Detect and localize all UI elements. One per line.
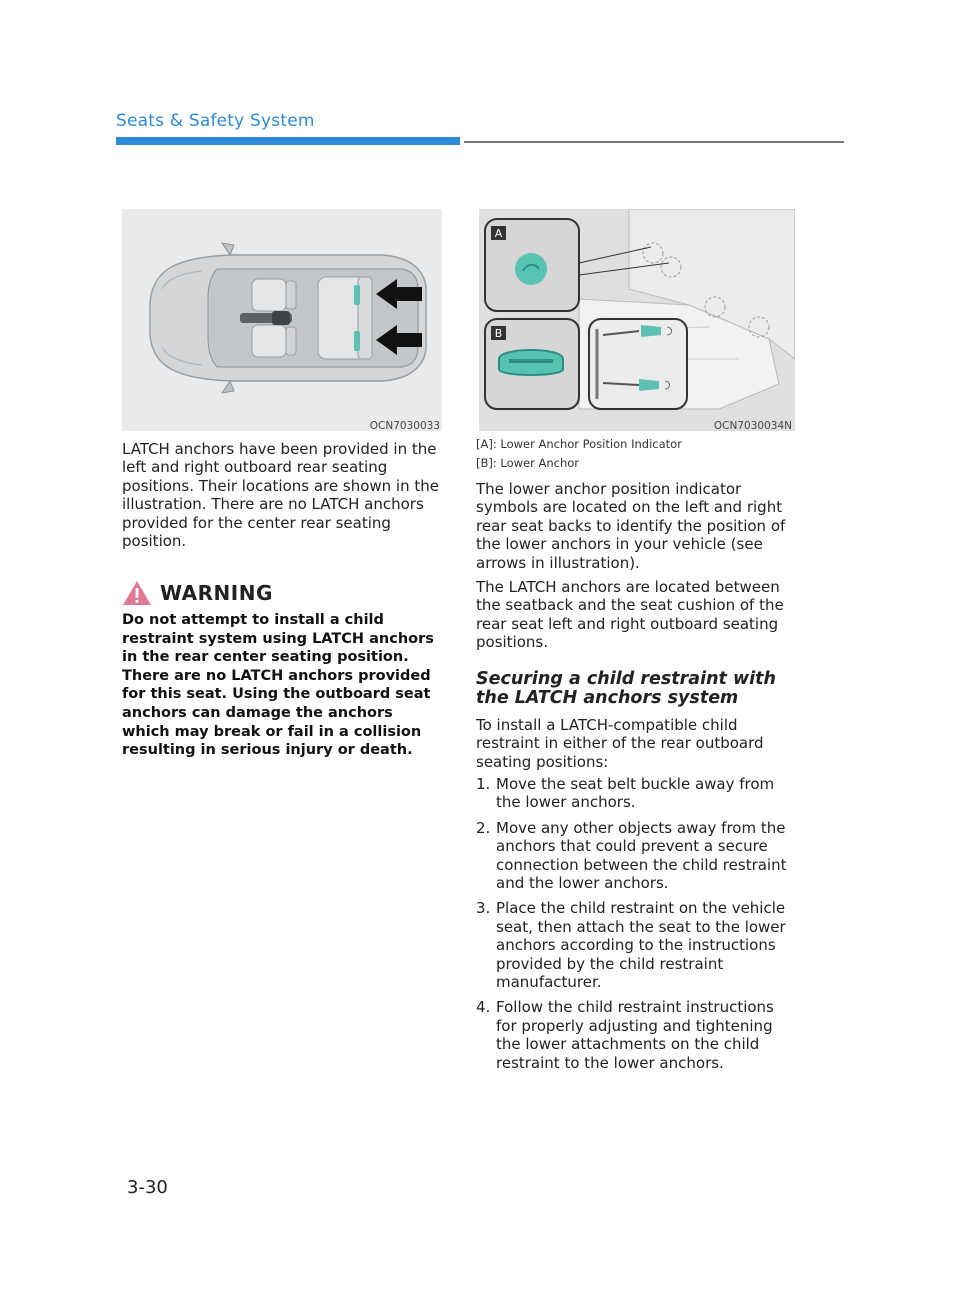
callout-a-label: A	[494, 227, 503, 240]
step-number: 3.	[476, 899, 491, 918]
step-text: Move any other objects away from the anchors that could prevent a secure connection between the child restraint and the lower anchors.	[496, 818, 787, 893]
list-item	[476, 998, 798, 1072]
list-item	[476, 819, 798, 893]
list-item	[476, 899, 798, 991]
list-item	[476, 775, 798, 812]
warning-label: WARNING	[160, 581, 273, 605]
warning-triangle-icon	[122, 579, 152, 607]
figure-code-right: OCN7030034N	[713, 420, 792, 432]
header-divider	[464, 141, 844, 143]
callout-b-label: B	[494, 327, 503, 340]
page-number: 3-30	[127, 1177, 168, 1198]
step-number: 1.	[476, 775, 491, 793]
rear-seat-anchor-illustration	[479, 209, 795, 431]
caption-b: [B]: Lower Anchor	[476, 456, 580, 470]
section-title: Seats & Safety System	[116, 111, 315, 131]
step-text: Move the seat belt buckle away from the lower anchors.	[496, 775, 775, 812]
step-number: 4.	[476, 998, 491, 1017]
caption-a: [A]: Lower Anchor Position Indicator	[476, 437, 682, 451]
figure-code-left: OCN7030033	[369, 420, 440, 432]
latch-location-paragraph: The LATCH anchors are located between the seatback and the seat cushion of the rear seat left and right outboard seating positions.	[476, 578, 784, 652]
section-subheading: Securing a child restraint with the LATCH anchors system	[476, 669, 776, 708]
car-top-view-illustration	[122, 209, 442, 431]
header-accent-bar	[116, 137, 460, 145]
install-intro-paragraph: To install a LATCH-compatible child restraint in either of the rear outboard seating positions:	[476, 716, 764, 771]
warning-heading	[122, 578, 273, 608]
indicator-paragraph: The lower anchor position indicator symbols are located on the left and right rear seat backs to identify the position of the lower anchors in your vehicle (see arrows in illustration).	[476, 480, 786, 572]
warning-text: Do not attempt to install a child restraint system using LATCH anchors in the rear center seating position. There are no LATCH anchors provided for this seat. Using the outboard seat anchors can damage the anchors which may break or fail in a collision resulting in serious injury or death.	[122, 612, 434, 759]
latch-intro-paragraph: LATCH anchors have been provided in the left and right outboard rear seating positions. Their locations are shown in the illustration. There are no LATCH anchors provided for the center rear seating position.	[122, 440, 439, 551]
step-number: 2.	[476, 818, 491, 837]
install-steps-list	[476, 775, 798, 1079]
step-text: Place the child restraint on the vehicle seat, then attach the seat to the lower anchors according to the instructions provided by the child restraint manufacturer.	[496, 899, 786, 992]
step-text: Follow the child restraint instructions for properly adjusting and tightening the lower attachments on the child restraint to the lower anchors.	[496, 998, 774, 1072]
